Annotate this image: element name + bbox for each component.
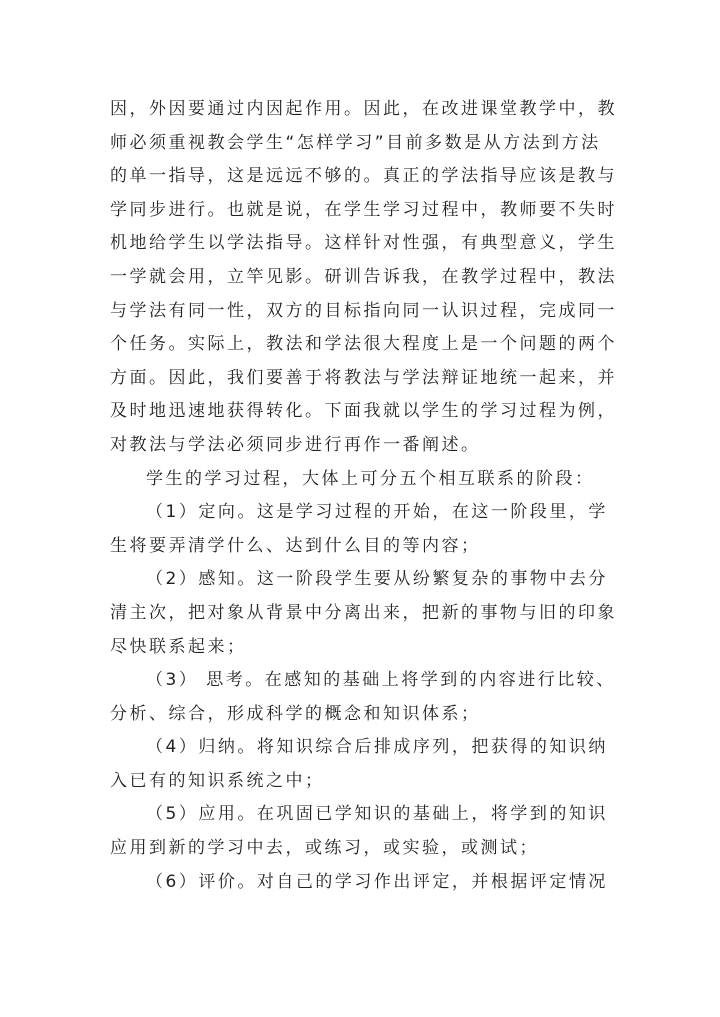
text-line: 及时地迅速地获得转化。下面我就以学生的学习过程为例， [110, 401, 617, 422]
paragraph-start-line: 学生的学习过程，大体上可分五个相互联系的阶段： [146, 468, 595, 489]
stage-3-line: （3） 思考。在感知的基础上将学到的内容进行比较、 [146, 670, 616, 691]
text-line: 尽快联系起来； [110, 636, 247, 657]
text-line: 的单一指导，这是远远不够的。真正的学法指导应该是教与 [110, 166, 617, 187]
text-line: 因，外因要通过内因起作用。因此，在改进课堂教学中，教 [110, 99, 617, 119]
text-line: 一学就会用，立竿见影。研训告诉我，在教学过程中，教法 [110, 266, 617, 287]
stage-5-line: （5）应用。在巩固已学知识的基础上，将学到的知识 [146, 804, 608, 825]
text-line: 机地给学生以学法指导。这样针对性强，有典型意义，学生 [110, 233, 617, 254]
text-line: 与学法有同一性，双方的目标指向同一认识过程，完成同一 [110, 300, 617, 321]
text-line: 分析、综合，形成科学的概念和知识体系； [110, 703, 481, 724]
text-line: 师必须重视教会学生“怎样学习”目前多数是从方法到方法 [110, 132, 601, 153]
stage-2-line: （2）感知。这一阶段学生要从纷繁复杂的事物中去分 [146, 569, 608, 590]
text-line: 生将要弄清学什么、达到什么目的等内容； [110, 535, 481, 556]
text-line: 应用到新的学习中去，或练习，或实验，或测试； [110, 838, 539, 859]
stage-4-line: （4）归纳。将知识综合后排成序列，把获得的知识纳 [146, 737, 608, 758]
body-text [110, 93, 620, 899]
text-line: 方面。因此，我们要善于将教法与学法辩证地统一起来，并 [110, 367, 617, 388]
stage-6-line: （6）评价。对自己的学习作出评定，并根据评定情况 [146, 871, 608, 892]
text-line: 入已有的知识系统之中； [110, 770, 325, 791]
text-line: 对教法与学法必须同步进行再作一番阐述。 [110, 434, 481, 455]
text-line: 学同步进行。也就是说，在学生学习过程中，教师要不失时 [110, 199, 617, 220]
stage-1-line: （1）定向。这是学习过程的开始，在这一阶段里，学 [146, 502, 608, 523]
text-line: 个任务。实际上，教法和学法很大程度上是一个问题的两个 [110, 334, 617, 355]
text-line: 清主次，把对象从背景中分离出来，把新的事物与旧的印象 [110, 602, 617, 623]
